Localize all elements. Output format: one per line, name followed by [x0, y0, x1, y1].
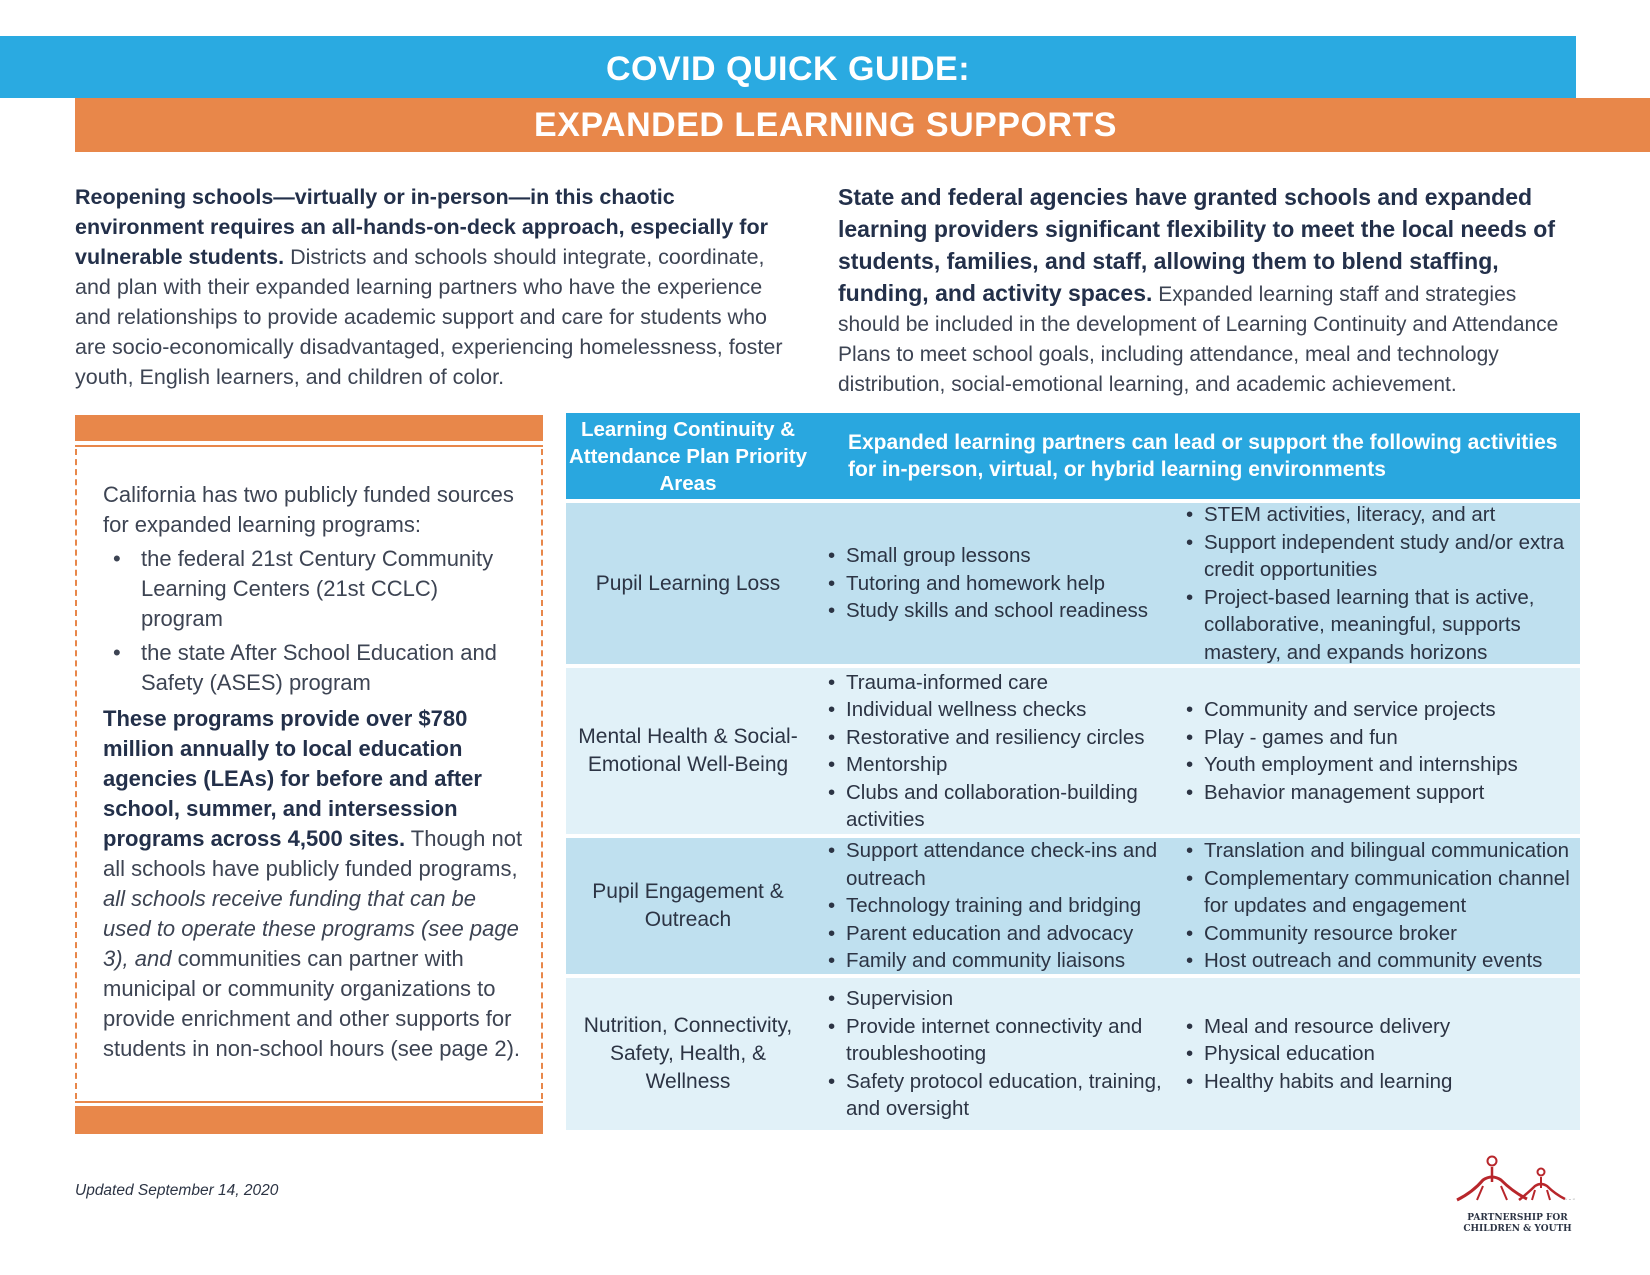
activities-column-1 [824, 668, 1166, 834]
sidebar-funding-bold: These programs provide over $780 million annually to local education agencies (LEAs) for before and after school, summer, and intersession programs across 4,500 sites. [103, 706, 482, 851]
activity-item: • Provide internet connectivity and troubleshooting [824, 1013, 1166, 1068]
title-banner-line2 [75, 98, 1650, 152]
updated-date: Updated September 14, 2020 [75, 1182, 279, 1199]
sidebar-content [103, 480, 523, 1064]
row-activities [814, 978, 1580, 1130]
activity-item: • Physical education [1182, 1040, 1574, 1068]
table-row [566, 838, 1580, 974]
intro-right-paragraph [838, 182, 1578, 400]
activity-item: • Support attendance check-ins and outreach [824, 837, 1166, 892]
table-row [566, 668, 1580, 834]
intro-right-text: Expanded learning staff and strategies should be included in the development of Learning Continuity and Attendance Plans to meet school goals, including attendance, meal and technology distribution, social-emotional learning, and academic achievement. [838, 283, 1559, 396]
activity-item: • Youth employment and internships [1182, 751, 1574, 779]
activity-item: • Play - games and fun [1182, 724, 1574, 752]
activity-item: • STEM activities, literacy, and art [1182, 501, 1574, 529]
intro-right-bold: State and federal agencies have granted schools and expanded learning providers significant flexibility to meet the local needs of students, families, and staff, allowing them to blend staffing, funding, and activity spaces. [838, 184, 1555, 306]
sidebar-text1: Though not all schools have publicly funded programs, [103, 826, 523, 881]
row-area-label: Pupil Learning Loss [595, 571, 781, 595]
activity-item: • Parent education and advocacy [824, 920, 1166, 948]
activities-column-1 [824, 838, 1166, 974]
logo-line2: CHILDREN & YOUTH [1463, 1224, 1572, 1234]
title-banner-line1 [0, 36, 1576, 98]
sidebar-funding-paragraph [103, 704, 523, 1064]
activity-item: • Supervision [824, 985, 1166, 1013]
table-row [566, 978, 1580, 1130]
table-row [566, 503, 1580, 664]
activity-item: • Safety protocol education, training, and oversight [824, 1068, 1166, 1123]
title-line1: COVID QUICK GUIDE: [605, 50, 971, 88]
sidebar-text2: communities can partner with municipal or community organizations to provide enrichment and other supports for students in non-school hours (see page 2). [103, 946, 521, 1061]
activity-item: • Mentorship [824, 751, 1166, 779]
sidebar-bullet: • the state After School Education and Safety (ASES) program [141, 638, 523, 698]
row-activities [814, 668, 1580, 834]
activities-column-2 [1182, 503, 1574, 664]
logo-wordmark [1455, 1213, 1580, 1235]
row-activities [814, 838, 1580, 974]
activities-column-1 [824, 503, 1166, 664]
sidebar-top-bar [75, 415, 543, 441]
row-activities [814, 503, 1580, 664]
logo-line1: PARTNERSHIP FOR [1467, 1213, 1568, 1223]
activity-item: • Behavior management support [1182, 779, 1574, 807]
sidebar-bullet: • the federal 21st Century Community Learning Centers (21st CCLC) program [141, 544, 523, 634]
header-activities: Expanded learning partners can lead or support the following activities for in-person, virtual, or hybrid learning environments [848, 431, 1558, 481]
activity-item: • Trauma-informed care [824, 669, 1166, 697]
activities-column-2 [1182, 838, 1574, 974]
activity-item: • Meal and resource delivery [1182, 1013, 1574, 1041]
activity-item: • Project-based learning that is active, collaborative, meaningful, supports mastery, and expands horizons [1182, 584, 1574, 667]
title-line2: EXPANDED LEARNING SUPPORTS [534, 106, 1117, 144]
activity-item: • Study skills and school readiness [824, 597, 1166, 625]
activity-item: • Community resource broker [1182, 920, 1574, 948]
intro-left-text: Districts and schools should integrate, coordinate, and plan with their expanded learning partners who have the experience and relationships to provide academic support and care for students who are socio-economically disadvantaged, experiencing homelessness, foster youth, English learners, and children of color. [75, 245, 783, 389]
activities-column-2 [1182, 978, 1574, 1130]
activity-item: • Family and community liaisons [824, 947, 1166, 975]
row-area-label: Mental Health & Social-Emotional Well-Being [578, 725, 798, 776]
header-priority-areas: Learning Continuity & Attendance Plan Priority Areas [568, 417, 808, 495]
intro-left-bold: Reopening schools—virtually or in-person—in this chaotic environment requires an all-hands-on-deck approach, especially for vulnerable students. [75, 185, 768, 269]
row-area-label: Pupil Engagement & Outreach [592, 880, 784, 931]
activity-item: • Individual wellness checks [824, 696, 1166, 724]
activity-item: • Translation and bilingual communication [1182, 837, 1574, 865]
activity-item: • Technology training and bridging [824, 892, 1166, 920]
activities-column-1 [824, 978, 1166, 1130]
intro-left-paragraph [75, 182, 795, 392]
activity-item: • Restorative and resiliency circles [824, 724, 1166, 752]
sidebar-italic: all schools receive funding that can be used to operate these programs (see page 3), and [103, 886, 519, 971]
activity-item: • Small group lessons [824, 542, 1166, 570]
activity-item: • Community and service projects [1182, 696, 1574, 724]
row-area-label: Nutrition, Connectivity, Safety, Health, & Wellness [583, 1014, 793, 1093]
sidebar-bottom-bar [75, 1106, 543, 1134]
activity-item: • Support independent study and/or extra credit opportunities [1182, 529, 1574, 584]
sidebar-bullet-list [103, 544, 523, 698]
table-header-row [566, 413, 1580, 499]
activity-item: • Tutoring and homework help [824, 570, 1166, 598]
activity-item: • Complementary communication channel for updates and engagement [1182, 865, 1574, 920]
sidebar-intro: California has two publicly funded sources for expanded learning programs: [103, 482, 514, 537]
activity-item: • Host outreach and community events [1182, 947, 1574, 975]
activity-item: • Healthy habits and learning [1182, 1068, 1574, 1096]
activity-item: • Clubs and collaboration-building activities [824, 779, 1166, 834]
activities-column-2 [1182, 668, 1574, 834]
